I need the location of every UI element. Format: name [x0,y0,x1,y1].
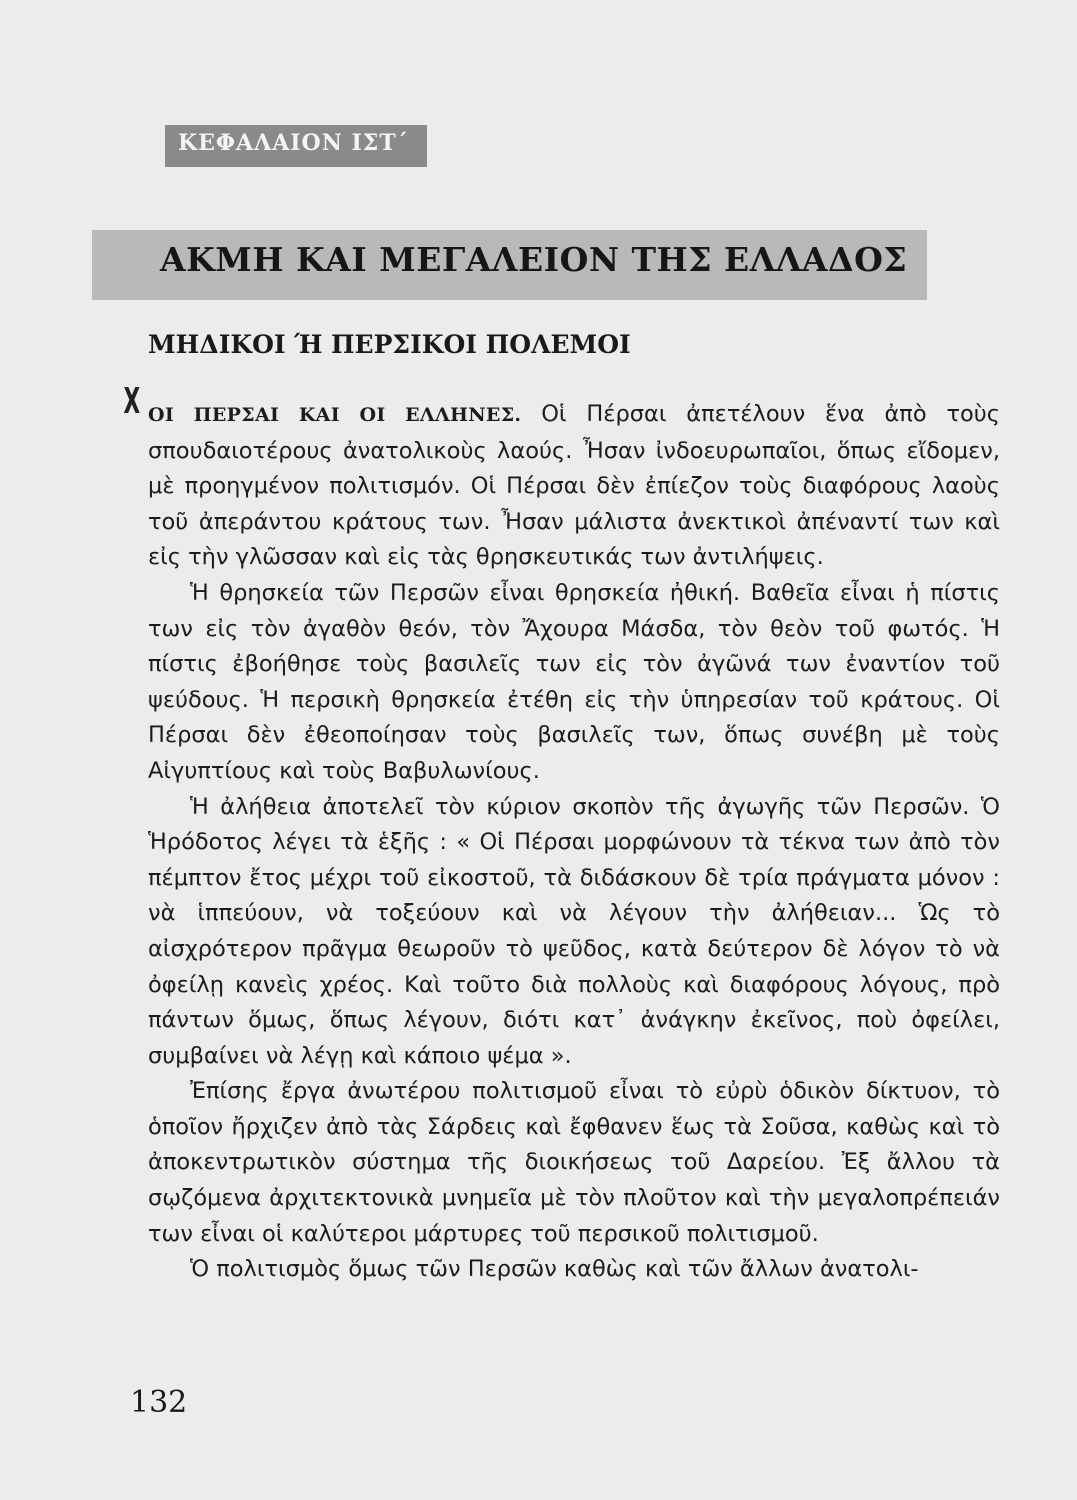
paragraph-2: Ἡ θρησκεία τῶν Περσῶν εἶναι θρησκεία ἠθική. Βαθεῖα εἶναι ἡ πίστις των εἰς τὸν ἀγαθὸν θεόν, τὸν Ἄχουρα Μάσδα, τὸν θεὸν τοῦ φωτός. Ἡ πίστις ἐβοήθησε τοὺς βασιλεῖς των εἰς τὸν ἀγῶνά των ἐναντίον τοῦ ψεύδους. Ἡ περσικὴ θρησκεία ἐτέθη εἰς τὴν ὑπηρεσίαν τοῦ κράτους. Οἱ Πέρσαι δὲν ἐθεοποίησαν τοὺς βασιλεῖς των, ὅπως συνέβη μὲ τοὺς Αἰγυπτίους καὶ τοὺς Βαβυλωνίους. [148,579,1000,784]
paragraph-3: Ἡ ἀλήθεια ἀποτελεῖ τὸν κύριον σκοπὸν τῆς ἀγωγῆς τῶν Περσῶν. Ὁ Ἡρόδοτος λέγει τὰ ἑξῆς : « Οἱ Πέρσαι μορφώνουν τὰ τέκνα των ἀπὸ τὸν πέμπτον ἔτος μέχρι τοῦ εἰκοστοῦ, τὰ διδάσκουν δὲ τρία πράγματα μόνον : νὰ ἱππεύουν, νὰ τοξεύουν καὶ νὰ λέγουν τὴν ἀλήθειαν... Ὡς τὸ αἰσχρότερον πρᾶγμα θεωροῦν τὸ ψεῦδος, κατὰ δεύτερον δὲ λόγον τὸ νὰ ὀφείλῃ κανεὶς χρέος. Καὶ τοῦτο διὰ πολλοὺς καὶ διαφόρους λόγους, πρὸ πάντων ὅμως, ὅπως λέγουν, διότι κατ᾽ ἀνάγκην ἐκεῖνος, ποὺ ὀφείλει, συμβαίνει νὰ λέγῃ καὶ κάποιο ψέμα ». [148,793,1000,1069]
lead-heading: ΟΙ ΠΕΡΣΑΙ ΚΑΙ ΟΙ ΕΛΛΗΝΕΣ. [148,404,522,426]
paragraph-1-text: Οἱ Πέρσαι ἀπετέλουν ἕνα ἀπὸ τοὺς σπουδαιοτέρους ἀνατολικοὺς λαούς. Ἦσαν ἰνδοευρωπαῖοι, ὅπως εἴδομεν, μὲ προηγμένον πολιτισμόν. Οἱ Πέρσαι δὲν ἐπίεζον τοὺς διαφόρους λαοὺς τοῦ ἀπεράντου κράτους των. Ἦσαν μάλιστα ἀνεκτικοὶ ἀπέναντί των καὶ εἰς τὴν γλῶσσαν καὶ εἰς τὰς θρησκευτικάς των ἀντιλήψεις. [148,401,1000,571]
chapter-label: ΚΕΦΑΛΑΙΟΝ ΙΣΤ΄ [178,130,409,156]
page-number: 132 [130,1385,188,1420]
paragraph-5: Ὁ πολιτισμὸς ὅμως τῶν Περσῶν καθὼς καὶ τῶν ἄλλων ἀνατολι- [190,1256,919,1283]
body-text [148,397,1000,1288]
handwritten-margin-mark: X [123,381,141,422]
paragraph-4: Ἐπίσης ἔργα ἀνωτέρου πολιτισμοῦ εἶναι τὸ εὐρὺ ὁδικὸν δίκτυον, τὸ ὁποῖον ἤρχιζεν ἀπὸ τὰς Σάρδεις καὶ ἔφθανεν ἕως τὰ Σοῦσα, καθὼς καὶ τὸ ἀποκεντρωτικὸν σύστημα τῆς διοικήσεως τοῦ Δαρείου. Ἐξ ἄλλου τὰ σῳζόμενα ἀρχιτεκτονικὰ μνημεῖα μὲ τὸν πλοῦτον καὶ τὴν μεγαλοπρέπειάν των εἶναι οἱ καλύτεροι μάρτυρες τοῦ περσικοῦ πολιτισμοῦ. [148,1078,1000,1247]
paragraph-1 [148,397,1000,576]
section-subtitle: ΜΗΔΙΚΟΙ Ή ΠΕΡΣΙΚΟΙ ΠΟΛΕΜΟΙ [148,330,631,359]
chapter-title: ΑΚΜΗ ΚΑΙ ΜΕΓΑΛΕΙΟΝ ΤΗΣ ΕΛΛΑΔΟΣ [160,240,908,279]
